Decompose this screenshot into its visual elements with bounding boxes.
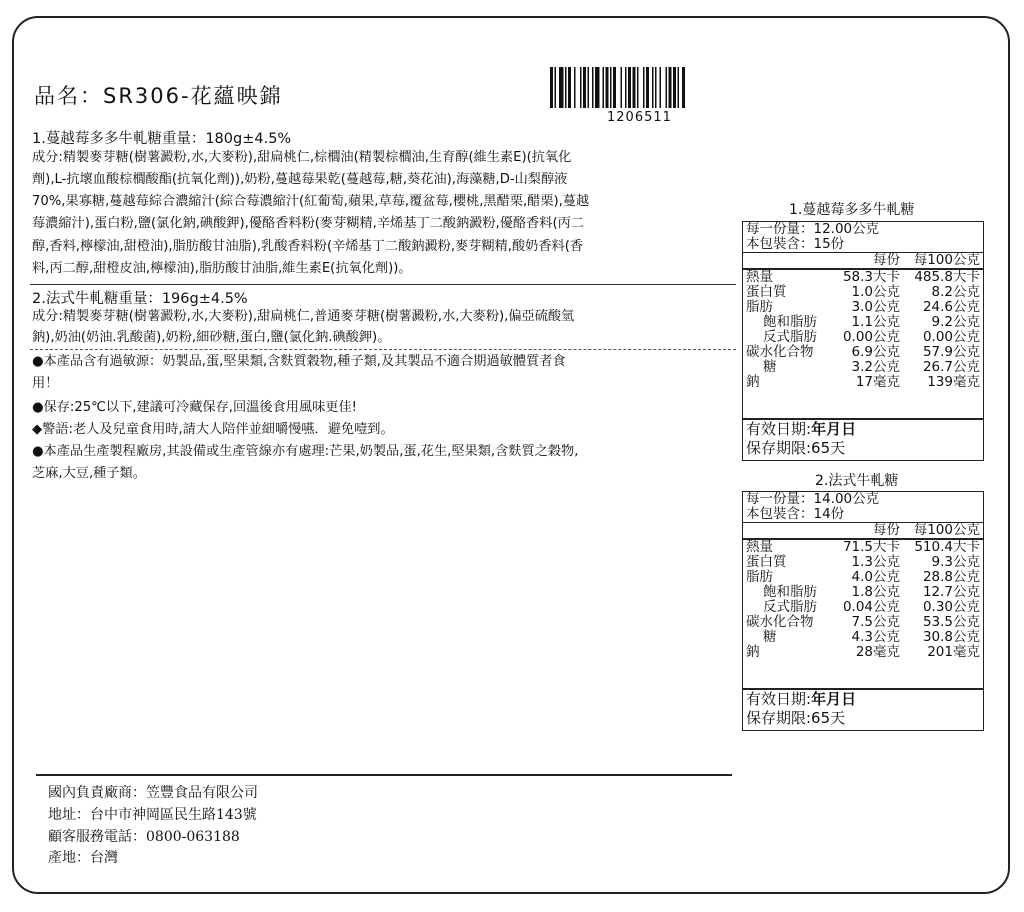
shelf-life: 保存期限:65天 — [746, 709, 846, 727]
per-serving-header: 每份 — [873, 252, 900, 268]
barcode-bar — [613, 67, 616, 108]
barcode-bar — [637, 67, 639, 108]
per-serving-value: 1.0公克 — [851, 284, 900, 300]
barcode-bar — [592, 67, 594, 108]
nutrition-row — [743, 630, 983, 645]
per-serving-value: 6.9公克 — [851, 344, 900, 360]
per-100g-header: 每100公克 — [913, 252, 980, 268]
item2-ingredient-line: 成分:精製麥芽糖(樹薯澱粉,水,大麥粉),甜扁桃仁,普通麥芽糖(樹薯澱粉,水,大麥粉),偏亞硫酸氫 — [32, 309, 575, 324]
servings-per-package: 本包裝含：15份 — [743, 237, 983, 253]
barcode-bar — [655, 67, 657, 108]
nutrition-row — [743, 345, 983, 360]
footer-divider — [36, 774, 732, 776]
item1-ingredient-line: 70%,果寡糖,蔓越莓綜合濃縮汁(綜合莓濃縮汁(紅葡萄,蘋果,草莓,覆盆莓,櫻桃,黑醋栗,醋栗),蔓越 — [32, 194, 590, 209]
expiry-label: 有效日期: — [746, 690, 812, 708]
per-serving-value: 28毫克 — [855, 644, 900, 660]
item1-ingredient-line: 料,丙二醇,甜橙皮油,檸檬油),脂肪酸甘油脂,維生素E(抗氧化劑))。 — [32, 261, 412, 276]
per-100g-value: 8.2公克 — [931, 284, 980, 300]
nutrition-title: 2.法式牛軋糖 — [815, 473, 899, 489]
nutrition-row — [743, 555, 983, 570]
item1-heading: 1.蔓越莓多多牛軋糖重量：180g±4.5% — [32, 131, 292, 147]
barcode-bar — [574, 67, 576, 108]
barcode-bar — [610, 67, 612, 108]
nutrition-row — [743, 570, 983, 585]
barcode-bar — [673, 67, 676, 108]
per-100g-value: 0.00公克 — [922, 329, 980, 345]
facility-notice: 芝麻,大豆,種子類。 — [32, 466, 146, 481]
nutrition-rows — [743, 270, 983, 390]
barcode-bar — [550, 67, 553, 108]
per-serving-value: 58.3大卡 — [842, 269, 900, 285]
item1-ingredient-line: 莓濃縮汁),蛋白粉,鹽(氯化鈉,碘酸鉀),優酪香料粉(麥芽糊精,辛烯基丁二酸鈉澱粉,優酪香料(丙二 — [32, 216, 584, 231]
barcode-bar — [628, 67, 631, 108]
section-divider — [30, 284, 736, 285]
serving-size: 每一份量：12.00公克 — [746, 221, 880, 237]
per-serving-value: 1.3公克 — [851, 554, 900, 570]
per-serving-value: 3.2公克 — [851, 359, 900, 375]
barcode-bar — [606, 67, 609, 108]
allergen-notice: ●本產品含有過敏源：奶製品,蛋,堅果類,含麩質穀物,種子類,及其製品不適合期過敏體質者食 — [32, 354, 566, 369]
item1-ingredient-line: 劑),L-抗壞血酸棕櫚酸酯(抗氧化劑)),奶粉,蔓越莓果乾(蔓越莓,糖,葵花油),海藻糖,D-山梨醇液 — [32, 172, 568, 187]
barcode-bar — [660, 67, 662, 108]
nutrient-name: 反式脂肪 — [763, 599, 817, 615]
nutrition-row — [743, 375, 983, 390]
per-serving-value: 4.0公克 — [851, 569, 900, 585]
nutrition-rows — [743, 540, 983, 660]
per-serving-value: 4.3公克 — [851, 629, 900, 645]
per-100g-value: 485.8大卡 — [914, 269, 980, 285]
barcode-bar — [652, 67, 654, 108]
expiry-box — [742, 689, 984, 731]
barcode-bar — [669, 67, 672, 108]
nutrient-name: 熱量 — [746, 539, 773, 555]
nutrient-name: 飽和脂肪 — [763, 314, 817, 330]
nutrition-column-header — [743, 253, 983, 270]
shelf-life: 保存期限:65天 — [746, 439, 846, 457]
barcode-bar — [568, 67, 571, 108]
nutrient-name: 鈉 — [746, 374, 760, 390]
per-serving-value: 71.5大卡 — [842, 539, 900, 555]
barcode-bar — [595, 67, 600, 108]
nutrient-name: 飽和脂肪 — [763, 584, 817, 600]
nutrition-table — [742, 221, 984, 419]
expiry-box — [742, 419, 984, 461]
barcode-bar — [565, 67, 567, 108]
barcode-bar — [621, 67, 623, 108]
per-100g-value: 12.7公克 — [922, 584, 980, 600]
nutrient-name: 碳水化合物 — [746, 614, 814, 630]
barcode-bar — [583, 67, 586, 108]
nutrition-column-header — [743, 523, 983, 540]
facility-notice: ●本產品生產製程廠房,其設備或生產管線亦有處理:芒果,奶製品,蛋,花生,堅果類,含麩質之穀物, — [32, 444, 579, 459]
barcode-bar — [643, 67, 645, 108]
nutrition-row — [743, 615, 983, 630]
nutrition-row — [743, 540, 983, 555]
per-serving-value: 3.0公克 — [851, 299, 900, 315]
nutrition-row — [743, 585, 983, 600]
per-serving-header: 每份 — [873, 522, 900, 538]
origin: 產地：台灣 — [48, 850, 118, 866]
expiry-value: 年月日 — [811, 420, 857, 438]
nutrient-name: 熱量 — [746, 269, 773, 285]
per-100g-value: 26.7公克 — [922, 359, 980, 375]
per-100g-value: 57.9公克 — [922, 344, 980, 360]
nutrient-name: 鈉 — [746, 644, 760, 660]
item1-ingredient-line: 醇,香料,檸檬油,甜橙油),脂肪酸甘油脂),乳酸香料粉(辛烯基丁二酸鈉澱粉,麥芽糊精,酸奶香料(香 — [32, 239, 584, 254]
nutrition-row — [743, 600, 983, 615]
per-100g-header: 每100公克 — [913, 522, 980, 538]
per-100g-value: 139毫克 — [927, 374, 980, 390]
warning-notice: ◆警語:老人及兒童食用時,請大人陪伴並細嚼慢嚥．避免噎到。 — [32, 422, 394, 437]
expiry-value: 年月日 — [811, 690, 857, 708]
per-100g-value: 30.8公克 — [922, 629, 980, 645]
nutrition-row — [743, 270, 983, 285]
barcode-bar — [559, 67, 564, 108]
barcode-bar — [682, 67, 685, 108]
nutrient-name: 反式脂肪 — [763, 329, 817, 345]
nutrient-name: 碳水化合物 — [746, 344, 814, 360]
per-100g-value: 9.2公克 — [931, 314, 980, 330]
nutrition-row — [743, 315, 983, 330]
serving-size: 每一份量：14.00公克 — [746, 491, 880, 507]
section-divider — [30, 349, 736, 350]
item2-heading: 2.法式牛軋糖重量：196g±4.5% — [32, 291, 248, 307]
address: 地址：台中市神岡區民生路143號 — [48, 807, 257, 823]
per-serving-value: 1.1公克 — [851, 314, 900, 330]
barcode-bar — [588, 67, 590, 108]
item2-ingredient-line: 鈉),奶油(奶油.乳酸菌),奶粉,細砂糖,蛋白,鹽(氯化鈉.碘酸鉀)。 — [32, 330, 391, 345]
product-title: 品名：SR306-花蘊映錦 — [34, 84, 283, 108]
nutrition-title: 1.蔓越莓多多牛軋糖 — [789, 202, 915, 218]
expiry-label: 有效日期: — [746, 420, 812, 438]
nutrient-name: 糖 — [763, 629, 777, 645]
nutrition-row — [743, 285, 983, 300]
nutrition-table — [742, 491, 984, 689]
per-serving-value: 0.04公克 — [842, 599, 900, 615]
per-serving-value: 0.00公克 — [842, 329, 900, 345]
nutrient-name: 蛋白質 — [746, 284, 787, 300]
nutrient-name: 糖 — [763, 359, 777, 375]
customer-service-phone: 顧客服務電話：0800-063188 — [48, 829, 240, 845]
storage-notice: ●保存:25℃以下,建議可冷藏保存,回溫後食用風味更佳! — [32, 400, 357, 415]
barcode — [550, 67, 734, 108]
per-serving-value: 7.5公克 — [851, 614, 900, 630]
per-100g-value: 9.3公克 — [931, 554, 980, 570]
nutrition-row — [743, 330, 983, 345]
barcode-bar — [646, 67, 649, 108]
allergen-notice: 用！ — [32, 376, 59, 391]
per-100g-value: 53.5公克 — [922, 614, 980, 630]
servings-per-package: 本包裝含：14份 — [743, 507, 983, 523]
per-100g-value: 510.4大卡 — [914, 539, 980, 555]
barcode-bar — [678, 67, 680, 108]
item1-ingredient-line: 成分:精製麥芽糖(樹薯澱粉,水,大麥粉),甜扁桃仁,棕櫚油(精製棕櫚油,生育醇(維生素E)(抗氧化 — [32, 150, 572, 165]
barcode-bar — [603, 67, 605, 108]
per-100g-value: 0.30公克 — [922, 599, 980, 615]
barcode-number: 1206511 — [607, 110, 672, 125]
barcode-bar — [625, 67, 627, 108]
barcode-bar — [633, 67, 636, 108]
nutrition-row — [743, 645, 983, 660]
per-100g-value: 24.6公克 — [922, 299, 980, 315]
nutrition-row — [743, 360, 983, 375]
nutrition-row — [743, 300, 983, 315]
barcode-bar — [580, 67, 582, 108]
per-serving-value: 1.8公克 — [851, 584, 900, 600]
per-100g-value: 201毫克 — [927, 644, 980, 660]
per-serving-value: 17毫克 — [855, 374, 900, 390]
manufacturer: 國內負責廠商：笠豐食品有限公司 — [48, 785, 258, 801]
barcode-bar — [666, 67, 668, 108]
barcode-bar — [555, 67, 557, 108]
nutrient-name: 脂肪 — [746, 569, 773, 585]
nutrient-name: 蛋白質 — [746, 554, 787, 570]
per-100g-value: 28.8公克 — [922, 569, 980, 585]
nutrient-name: 脂肪 — [746, 299, 773, 315]
